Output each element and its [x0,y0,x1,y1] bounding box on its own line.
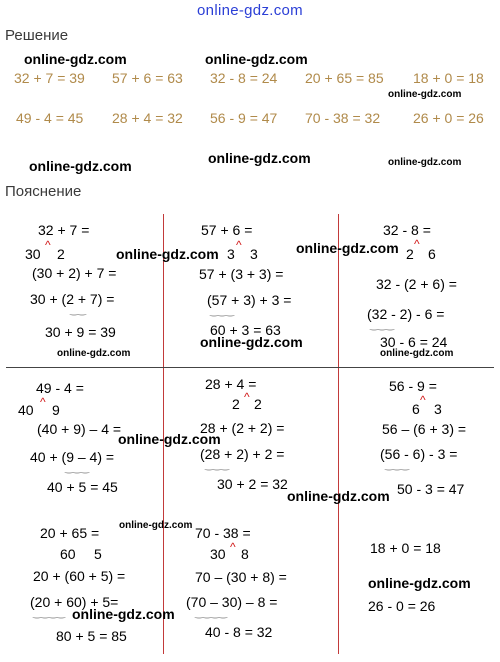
expr-line: 57 + (3 + 3) = [199,266,284,282]
expr-line: 57 + 6 = [201,222,253,238]
watermark: online-gdz.com [380,348,454,359]
watermark: online-gdz.com [118,431,221,447]
watermark: online-gdz.com [119,520,193,531]
solution-7: 28 + 4 = 32 [112,110,183,126]
expr-line: 28 + 4 = [205,376,257,392]
caret-icon: ^ [40,395,46,409]
site-header[interactable]: online-gdz.com [197,2,303,19]
solution-1: 32 + 7 = 39 [14,70,85,86]
split-part: 2 [57,246,65,262]
grid-divider [338,214,339,654]
caret-icon: ^ [45,238,51,252]
watermark: online-gdz.com [388,89,462,100]
solution-10: 26 + 0 = 26 [413,110,484,126]
split-part: 3 [227,246,235,262]
expr-line: (57 + 3) + 3 = [207,292,292,308]
expr-line: 28 + (2 + 2) = [200,420,285,436]
split-part: 30 [210,546,226,562]
expr-line: 26 - 0 = 26 [368,598,436,614]
brace-icon: ‿‿‿‿ [33,608,66,619]
watermark: online-gdz.com [29,158,132,174]
split-part: 9 [52,402,60,418]
watermark: online-gdz.com [200,334,303,350]
watermark: online-gdz.com [388,157,462,168]
watermark: online-gdz.com [116,246,219,262]
caret-icon: ^ [244,390,250,404]
watermark: online-gdz.com [205,51,308,67]
caret-icon: ^ [420,393,426,407]
split-part: 6 [412,401,420,417]
expr-line: 40 + 5 = 45 [47,479,118,495]
caret-icon: ^ [230,540,236,554]
grid-divider [6,367,494,368]
watermark: online-gdz.com [72,606,175,622]
section-title-explanation: Пояснение [5,183,82,200]
brace-icon: ‿‿‿ [205,460,230,471]
expr-line: (40 + 9) – 4 = [37,421,122,437]
expr-line: 30 + (2 + 7) = [30,291,115,307]
brace-icon: ‿‿‿ [210,306,235,317]
solution-3: 32 - 8 = 24 [210,70,278,86]
split-part: 3 [434,401,442,417]
expr-line: 30 + 9 = 39 [45,324,116,340]
expr-line: 32 - 8 = [383,222,431,238]
expr-line: 50 - 3 = 47 [397,481,465,497]
section-title-solution: Решение [5,27,69,44]
watermark: online-gdz.com [296,240,399,256]
solution-5: 18 + 0 = 18 [413,70,484,86]
expr-line: 32 + 7 = [38,222,90,238]
solution-4: 20 + 65 = 85 [305,70,384,86]
expr-line: 30 - 6 = 24 [380,334,448,350]
expr-line: 40 - 8 = 32 [205,624,273,640]
expr-line: (32 - 2) - 6 = [367,306,445,322]
watermark: online-gdz.com [287,488,390,504]
split-part: 8 [241,546,249,562]
caret-icon: ^ [414,237,420,251]
expr-line: 18 + 0 = 18 [370,540,441,556]
solution-9: 70 - 38 = 32 [305,110,381,126]
brace-icon: ‿‿ [70,305,87,316]
expr-line: (20 + 60) + 5= [30,594,119,610]
expr-line: (56 - 6) - 3 = [380,446,458,462]
brace-icon: ‿‿‿ [385,460,410,471]
solution-2: 57 + 6 = 63 [112,70,183,86]
brace-icon: ‿‿‿ [370,320,395,331]
split-part: 3 [250,246,258,262]
watermark: online-gdz.com [368,575,471,591]
expr-line: 70 – (30 + 8) = [195,569,287,585]
caret-icon: ^ [236,238,242,252]
watermark: online-gdz.com [208,150,311,166]
split-part: 6 [428,246,436,262]
split-part: 60 [60,546,76,562]
split-part: 2 [254,396,262,412]
split-part: 40 [18,402,34,418]
expr-line: 40 + (9 – 4) = [30,449,115,465]
expr-line: 70 - 38 = [195,525,251,541]
watermark: online-gdz.com [24,51,127,67]
expr-line: 20 + (60 + 5) = [33,568,126,584]
expr-line: 56 – (6 + 3) = [382,421,467,437]
expr-line: 49 - 4 = [36,380,84,396]
split-part: 5 [94,546,102,562]
expr-line: 80 + 5 = 85 [56,628,127,644]
expr-line: 60 + 3 = 63 [210,322,281,338]
expr-line: (28 + 2) + 2 = [200,446,285,462]
solution-6: 49 - 4 = 45 [16,110,84,126]
expr-line: (70 – 30) – 8 = [186,594,278,610]
brace-icon: ‿‿‿ [65,463,90,474]
brace-icon: ‿‿‿‿ [195,608,228,619]
split-part: 30 [25,246,41,262]
split-part: 2 [406,246,414,262]
expr-line: 20 + 65 = [40,525,100,541]
split-part: 2 [232,396,240,412]
expr-line: 30 + 2 = 32 [217,476,288,492]
watermark: online-gdz.com [57,348,131,359]
solution-8: 56 - 9 = 47 [210,110,278,126]
expr-line: 56 - 9 = [389,378,437,394]
expr-line: (30 + 2) + 7 = [32,265,117,281]
expr-line: 32 - (2 + 6) = [376,276,457,292]
